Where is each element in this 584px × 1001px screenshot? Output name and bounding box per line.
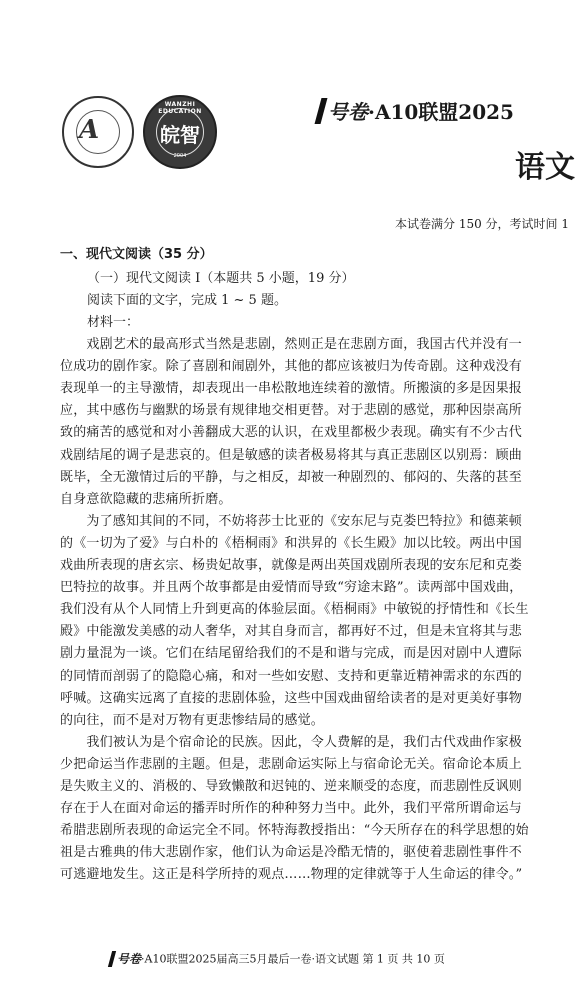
passage-line: 是失败主义的、消极的、导致懒散和迟钝的、逆来顺受的态度，而悲剧性反讽则 [60, 779, 523, 794]
passage-line: 的同情而剖弱了的隐隐心痛，和对一些如安慰、支持和更靠近精神需求的东西的 [60, 668, 523, 684]
instruction: 阅读下面的文字，完成 1 ~ 5 题。 [87, 293, 287, 308]
passage-line: 剧力量混为一谈。它们在结尾留给我们的不是和谐与完成，而是因对剧中人遭际 [60, 646, 523, 662]
alliance-logo-mark: A [79, 115, 100, 145]
passage-line: 祖是古雅典的伟大悲剧作家，他们认为命运是冷酷无情的，驱使着悲剧性事件不 [60, 845, 523, 861]
passage-line: 我们没有从个人同情上升到更高的体验层面。《梧桐雨》中敏锐的抒情性和《长生 [60, 602, 529, 618]
alliance-logo [62, 96, 134, 168]
passage-line: 的《一切为了爱》与白朴的《梧桐雨》和洪昇的《长生殿》加以比较。两出中国 [60, 535, 523, 551]
exam-note: 本试卷满分 150 分，考试时间 1 [395, 217, 569, 231]
brand-script: 号卷 [328, 100, 368, 124]
passage-line: 致的痛苦的感觉和对小善翻成大恶的认识，在戏里都极少表现。确实有不少古代 [60, 425, 523, 441]
passage-line: 殿》中能激发美感的动人奢华，对其自身而言，都再好不过，但是未宜将其与悲 [60, 624, 523, 640]
passage-line: 戏剧艺术的最高形式当然是悲剧，然则正是在悲剧方面，我国古代并没有一 [60, 337, 523, 352]
wanzhi-education-logo [143, 95, 217, 169]
passage-line: 巴特拉的故事。并且两个故事都是由爱情而导致“穷途末路”。读两部中国戏曲， [60, 580, 523, 596]
footer-brand: 号卷 [117, 952, 142, 966]
footer-brush-icon [108, 951, 116, 967]
passage-line: 自身意欲隐藏的悲痛所折磨。 [60, 491, 232, 507]
passage-line: 位成功的剧作家。除了喜剧和闹剧外，其他的都应该被归为传奇剧。这种戏没有 [60, 359, 523, 375]
passage-line: 表现单一的主导激情，却表现出一串松散地连续着的激情。所搬演的多是因果报 [60, 381, 523, 397]
passage-line: 存在于人在面对命运的播弄时所作的种种努力当中。此外，我们平常所谓命运与 [60, 801, 523, 817]
brand-brush-icon [315, 98, 328, 124]
footer-text: ·A10联盟2025届高三5月最后一卷·语文试题 第 1 页 共 10 页 [141, 952, 445, 966]
passage-line: 的向往，而不是对万物有更悲惨结局的感觉。 [60, 712, 325, 728]
passage-line: 少把命运当作悲剧的主题。但是，悲剧命运实际上与宿命论无关。宿命论本质上 [60, 756, 523, 772]
wanzhi-logo-text: WANZHI EDUCATION [158, 101, 202, 115]
wanzhi-logo-year: 2004 [173, 153, 187, 159]
wanzhi-logo-glyph: 皖智 [160, 123, 200, 147]
passage-line: 既毕，全无激情过后的平静，与之相反，却被一种剧烈的、郁闷的、失落的甚至 [60, 469, 523, 485]
subsection-title: （一）现代文阅读 Ⅰ（本题共 5 小题，19 分） [87, 271, 355, 286]
subject-title: 语文 [515, 150, 575, 185]
page-footer [110, 950, 445, 967]
passage-line: 我们被认为是个宿命论的民族。因此，令人费解的是，我们古代戏曲作家极 [60, 734, 523, 750]
brand-title: ·A10联盟2025 [368, 100, 514, 124]
passage-line: 为了感知其间的不同，不妨将莎士比亚的《安东尼与克娄巴特拉》和德莱顿 [60, 513, 523, 529]
passage-line: 呼喊。这确实远离了直接的悲剧体验，这些中国戏曲留给读者的是对更美好事物 [60, 690, 523, 706]
passage-line: 可逃避地发生。这正是科学所持的观点……物理的定律就等于人生命运的律令。” [60, 867, 523, 883]
exam-brand-title [318, 96, 514, 125]
passage-line: 戏剧结尾的调子是悲哀的。但是敏感的读者极易将其与真正悲剧区以别焉：顾曲 [60, 447, 523, 463]
material-label: 材料一： [87, 315, 140, 330]
passage-line: 戏曲所表现的唐玄宗、杨贵妃故事，就像是两出英国戏剧所表现的安东尼和克娄 [60, 558, 523, 573]
section-title: 一、现代文阅读（35 分） [60, 247, 213, 262]
passage-line: 希腊悲剧所表现的命运完全不同。怀特海教授指出：“今天所存在的科学思想的始 [60, 823, 529, 839]
passage-line: 应，其中感伤与幽默的场景有规律地交相更替。对于悲剧的感觉，那种因崇高所 [60, 403, 523, 419]
